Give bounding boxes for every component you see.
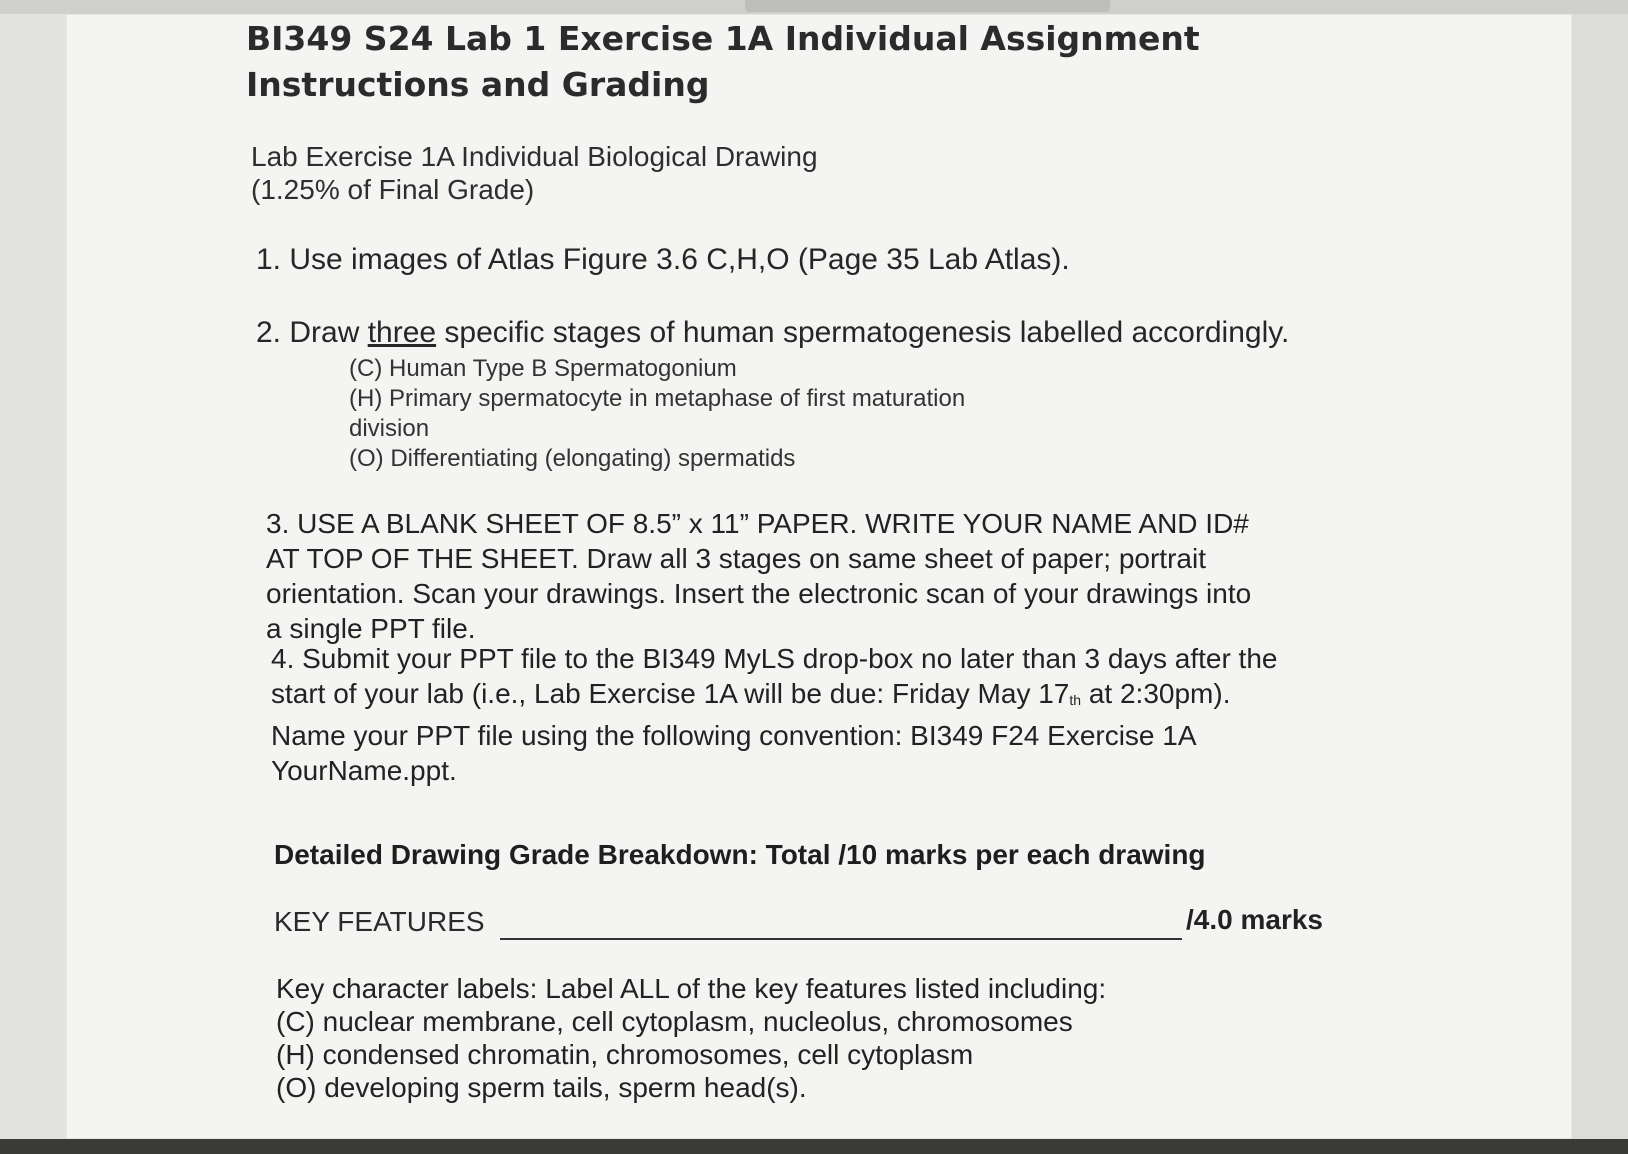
key-labels-section [276, 972, 1376, 1104]
step3-line: AT TOP OF THE SHEET. Draw all 3 stages on same sheet of paper; portrait [266, 543, 1206, 574]
key-features-row [274, 906, 1389, 946]
monitor-bottom-edge [0, 1139, 1628, 1154]
step4-line-2 [271, 676, 1391, 718]
key-labels-line: (H) condensed chromatin, chromosomes, cell cytoplasm [276, 1039, 974, 1070]
step4-line-3: Name your PPT file using the following convention: BI349 F24 Exercise 1A [271, 720, 1197, 751]
instruction-step-3 [266, 506, 1376, 646]
bezel-tab [745, 0, 1110, 12]
key-features-marks: /4.0 marks [1186, 904, 1323, 935]
document-page [66, 14, 1572, 1139]
step4-due-time: at 2:30pm). [1081, 678, 1231, 709]
key-features-label: KEY FEATURES [274, 906, 485, 937]
key-labels-line: (O) developing sperm tails, sperm head(s). [276, 1072, 807, 1103]
step2-prefix: 2. Draw [256, 316, 368, 349]
stage-list [349, 354, 1049, 474]
stage-item: (C) Human Type B Spermatogonium [349, 355, 737, 382]
monitor-bezel-top [0, 0, 1628, 14]
stage-item: division [349, 415, 430, 442]
instruction-step-2 [256, 316, 1289, 350]
exercise-subtitle [251, 140, 818, 206]
key-labels-line: (C) nuclear membrane, cell cytoplasm, nucleolus, chromosomes [276, 1006, 1073, 1037]
instruction-step-4 [271, 641, 1391, 788]
step2-underlined-word: three [367, 316, 437, 349]
subtitle-line-1: Lab Exercise 1A Individual Biological Drawing [251, 141, 818, 172]
step4-line-1: 4. Submit your PPT file to the BI349 MyLS drop-box no later than 3 days after the [271, 643, 1278, 674]
step2-suffix: specific stages of human spermatogenesis labelled accordingly. [436, 316, 1290, 349]
stage-item: (H) Primary spermatocyte in metaphase of first maturation [349, 385, 966, 412]
key-features-blank-line [500, 938, 1182, 940]
step3-line: a single PPT file. [266, 613, 476, 644]
subtitle-line-2: (1.25% of Final Grade) [251, 174, 535, 205]
window-right-margin [1572, 14, 1628, 1139]
step4-ordinal-suffix: th [1069, 692, 1082, 708]
instruction-step-1: 1. Use images of Atlas Figure 3.6 C,H,O (Page 35 Lab Atlas). [256, 243, 1070, 276]
step4-due-text: start of your lab (i.e., Lab Exercise 1A will be due: Friday May 17 [271, 678, 1070, 709]
key-labels-line: Key character labels: Label ALL of the key features listed including: [276, 973, 1107, 1004]
document-title: BI349 S24 Lab 1 Exercise 1A Individual Assignment Instructions and Grading [246, 19, 1200, 104]
grade-breakdown-heading: Detailed Drawing Grade Breakdown: Total /10 marks per each drawing [274, 839, 1206, 870]
step4-line-4: YourName.ppt. [271, 755, 457, 786]
step3-line: orientation. Scan your drawings. Insert the electronic scan of your drawings into [266, 578, 1252, 609]
step3-line: 3. USE A BLANK SHEET OF 8.5” x 11” PAPER. WRITE YOUR NAME AND ID# [266, 508, 1249, 539]
window-left-margin [0, 14, 66, 1139]
stage-item: (O) Differentiating (elongating) spermatids [349, 445, 796, 472]
